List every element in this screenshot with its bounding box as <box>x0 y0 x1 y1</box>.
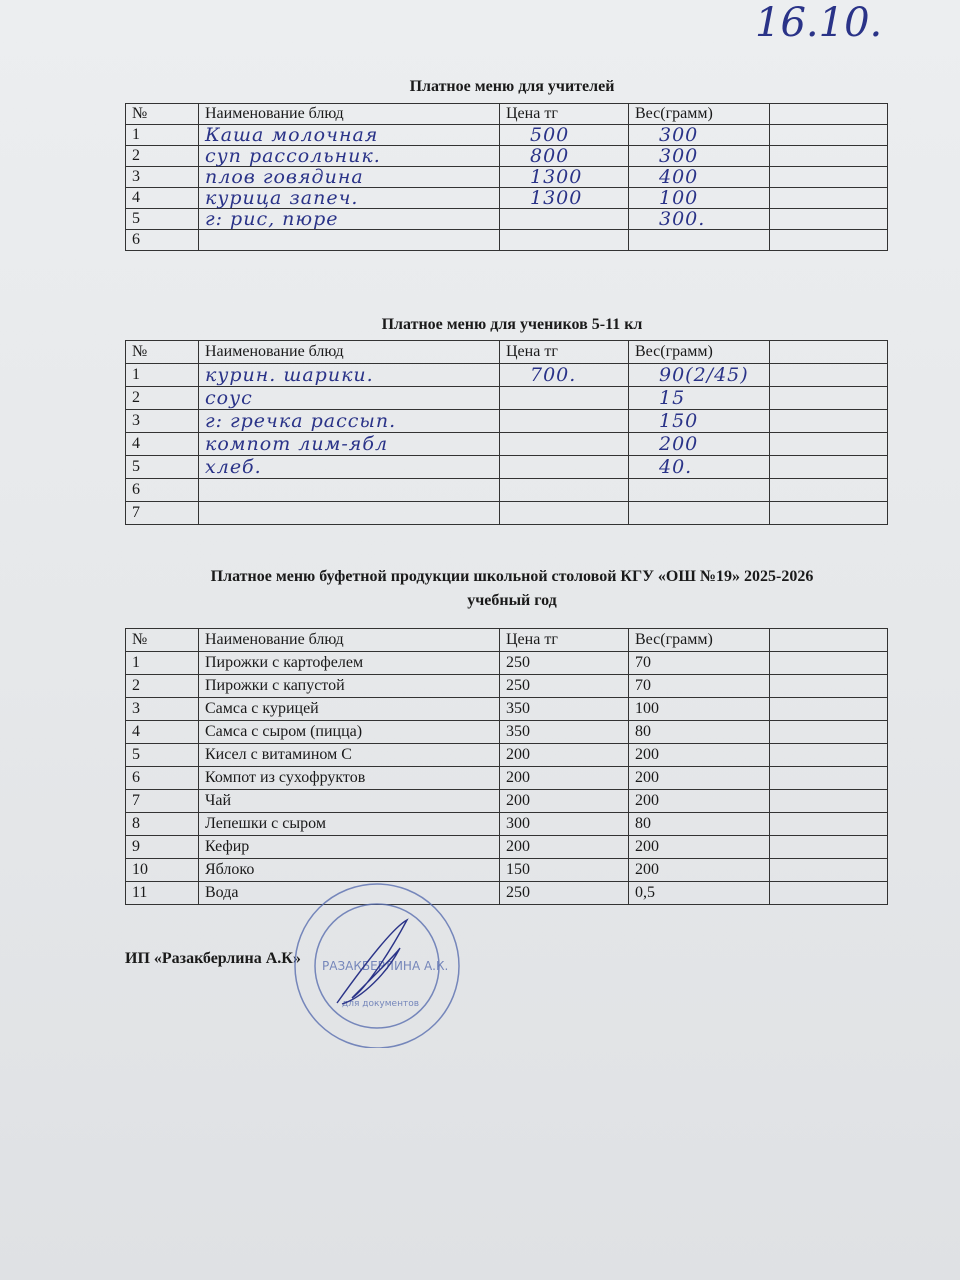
cell-name: соус <box>199 387 500 410</box>
column-header: Цена тг <box>500 104 629 125</box>
cell-price: 800 <box>500 146 629 167</box>
column-header: № <box>126 104 199 125</box>
cell-weight <box>629 502 770 525</box>
table-row <box>126 675 888 698</box>
column-header: Цена тг <box>500 341 629 364</box>
cell-n: 7 <box>126 790 199 813</box>
cell-empty <box>770 209 888 230</box>
cell-name: Вода <box>199 882 500 905</box>
table-row <box>126 167 888 188</box>
cell-weight: 70 <box>629 652 770 675</box>
column-header: № <box>126 629 199 652</box>
handwritten-date: 16.10. <box>755 0 883 46</box>
students-menu-title: Платное меню для учеников 5-11 кл <box>381 316 643 333</box>
cell-n: 4 <box>126 188 199 209</box>
cell-empty <box>770 479 888 502</box>
table-row <box>126 479 888 502</box>
cell-name: суп рассольник. <box>199 146 500 167</box>
cell-weight: 80 <box>629 813 770 836</box>
cell-empty <box>770 790 888 813</box>
cell-empty <box>770 456 888 479</box>
cell-empty <box>770 502 888 525</box>
table-row <box>126 721 888 744</box>
table-row <box>126 813 888 836</box>
cell-weight: 200 <box>629 790 770 813</box>
cell-empty <box>770 721 888 744</box>
cell-n: 3 <box>126 698 199 721</box>
cell-n: 3 <box>126 410 199 433</box>
cell-price <box>500 209 629 230</box>
cell-name: Самса с сыром (пицца) <box>199 721 500 744</box>
cell-empty <box>770 652 888 675</box>
buffet-menu-table <box>125 628 888 905</box>
cell-weight: 100 <box>629 698 770 721</box>
cell-weight: 150 <box>629 410 770 433</box>
column-header: Цена тг <box>500 629 629 652</box>
entrepreneur-signature-line: ИП «Разакберлина А.К» <box>125 950 301 967</box>
cell-weight: 200 <box>629 859 770 882</box>
column-header: Вес(грамм) <box>629 341 770 364</box>
cell-name: Чай <box>199 790 500 813</box>
cell-price <box>500 410 629 433</box>
cell-price: 250 <box>500 652 629 675</box>
svg-text:для документов: для документов <box>342 999 420 1009</box>
cell-empty <box>770 836 888 859</box>
cell-name: хлеб. <box>199 456 500 479</box>
table-row <box>126 433 888 456</box>
column-header: Вес(грамм) <box>629 104 770 125</box>
cell-price: 1300 <box>500 188 629 209</box>
cell-price <box>500 433 629 456</box>
cell-empty <box>770 813 888 836</box>
cell-empty <box>770 433 888 456</box>
table-row <box>126 698 888 721</box>
cell-empty <box>770 698 888 721</box>
cell-weight: 200 <box>629 433 770 456</box>
cell-price <box>500 230 629 251</box>
teachers-menu-table <box>125 103 888 251</box>
cell-name: Пирожки с картофелем <box>199 652 500 675</box>
cell-empty <box>770 859 888 882</box>
column-header: Наименование блюд <box>199 341 500 364</box>
cell-n: 4 <box>126 721 199 744</box>
cell-name: Компот из сухофруктов <box>199 767 500 790</box>
table-row <box>126 859 888 882</box>
buffet-menu-title-line1: Платное меню буфетной продукции школьной столовой КГУ «ОШ №19» 2025-2026 <box>210 568 814 585</box>
table-row <box>126 767 888 790</box>
cell-name: Каша молочная <box>199 125 500 146</box>
cell-empty <box>770 882 888 905</box>
table-row <box>126 125 888 146</box>
cell-weight: 300 <box>629 146 770 167</box>
table-row <box>126 744 888 767</box>
column-header <box>770 629 888 652</box>
cell-price: 200 <box>500 836 629 859</box>
table-row <box>126 410 888 433</box>
cell-name: Кисел с витамином С <box>199 744 500 767</box>
cell-empty <box>770 230 888 251</box>
table-row <box>126 364 888 387</box>
table-row <box>126 456 888 479</box>
cell-n: 6 <box>126 767 199 790</box>
cell-empty <box>770 744 888 767</box>
table-row <box>126 652 888 675</box>
cell-price: 200 <box>500 744 629 767</box>
cell-n: 2 <box>126 387 199 410</box>
cell-name: Яблоко <box>199 859 500 882</box>
cell-weight: 200 <box>629 767 770 790</box>
cell-name: Кефир <box>199 836 500 859</box>
cell-n: 2 <box>126 146 199 167</box>
cell-n: 11 <box>126 882 199 905</box>
svg-text:РАЗАКБЕРЛИНА А.К.: РАЗАКБЕРЛИНА А.К. <box>322 959 449 973</box>
cell-empty <box>770 410 888 433</box>
cell-price: 350 <box>500 721 629 744</box>
table-row <box>126 882 888 905</box>
cell-empty <box>770 675 888 698</box>
cell-name <box>199 230 500 251</box>
cell-name: курица запеч. <box>199 188 500 209</box>
buffet-menu-title-line2: учебный год <box>467 592 557 609</box>
cell-name <box>199 502 500 525</box>
cell-name: Пирожки с капустой <box>199 675 500 698</box>
cell-empty <box>770 146 888 167</box>
cell-price: 700. <box>500 364 629 387</box>
cell-name: Лепешки с сыром <box>199 813 500 836</box>
cell-n: 1 <box>126 125 199 146</box>
cell-n: 5 <box>126 456 199 479</box>
cell-weight <box>629 230 770 251</box>
cell-weight: 300. <box>629 209 770 230</box>
column-header: Вес(грамм) <box>629 629 770 652</box>
cell-empty <box>770 188 888 209</box>
cell-name: г: гречка рассып. <box>199 410 500 433</box>
cell-empty <box>770 167 888 188</box>
cell-n: 2 <box>126 675 199 698</box>
cell-price: 350 <box>500 698 629 721</box>
header-row <box>126 104 888 125</box>
cell-n: 9 <box>126 836 199 859</box>
column-header: Наименование блюд <box>199 104 500 125</box>
table-row <box>126 790 888 813</box>
cell-n: 8 <box>126 813 199 836</box>
cell-name: компот лим-ябл <box>199 433 500 456</box>
cell-price: 250 <box>500 675 629 698</box>
cell-n: 3 <box>126 167 199 188</box>
header-row <box>126 341 888 364</box>
cell-n: 1 <box>126 652 199 675</box>
cell-weight: 400 <box>629 167 770 188</box>
cell-price: 500 <box>500 125 629 146</box>
cell-price: 200 <box>500 767 629 790</box>
round-stamp-with-signature <box>282 878 472 1048</box>
table-row <box>126 209 888 230</box>
cell-weight: 15 <box>629 387 770 410</box>
header-row <box>126 629 888 652</box>
cell-price <box>500 479 629 502</box>
cell-weight: 80 <box>629 721 770 744</box>
cell-price: 250 <box>500 882 629 905</box>
cell-n: 4 <box>126 433 199 456</box>
cell-n: 5 <box>126 744 199 767</box>
cell-name: курин. шарики. <box>199 364 500 387</box>
cell-weight <box>629 479 770 502</box>
cell-weight: 90(2/45) <box>629 364 770 387</box>
cell-price: 200 <box>500 790 629 813</box>
cell-empty <box>770 364 888 387</box>
cell-weight: 100 <box>629 188 770 209</box>
cell-name: Самса с курицей <box>199 698 500 721</box>
cell-empty <box>770 125 888 146</box>
cell-name: г: рис, пюре <box>199 209 500 230</box>
cell-n: 5 <box>126 209 199 230</box>
teachers-menu-title: Платное меню для учителей <box>409 78 615 95</box>
cell-price <box>500 456 629 479</box>
cell-name: плов говядина <box>199 167 500 188</box>
table-row <box>126 146 888 167</box>
column-header <box>770 341 888 364</box>
column-header: Наименование блюд <box>199 629 500 652</box>
cell-n: 10 <box>126 859 199 882</box>
cell-weight: 40. <box>629 456 770 479</box>
table-row <box>126 502 888 525</box>
cell-n: 1 <box>126 364 199 387</box>
cell-name <box>199 479 500 502</box>
cell-n: 6 <box>126 230 199 251</box>
table-row <box>126 188 888 209</box>
cell-price <box>500 502 629 525</box>
cell-weight: 200 <box>629 744 770 767</box>
cell-price: 150 <box>500 859 629 882</box>
cell-n: 6 <box>126 479 199 502</box>
students-menu-table <box>125 340 888 525</box>
cell-weight: 70 <box>629 675 770 698</box>
cell-n: 7 <box>126 502 199 525</box>
cell-empty <box>770 387 888 410</box>
cell-empty <box>770 767 888 790</box>
cell-price: 300 <box>500 813 629 836</box>
column-header <box>770 104 888 125</box>
table-row <box>126 836 888 859</box>
table-row <box>126 387 888 410</box>
cell-weight: 300 <box>629 125 770 146</box>
cell-weight: 200 <box>629 836 770 859</box>
table-row <box>126 230 888 251</box>
cell-weight: 0,5 <box>629 882 770 905</box>
cell-price: 1300 <box>500 167 629 188</box>
column-header: № <box>126 341 199 364</box>
cell-price <box>500 387 629 410</box>
